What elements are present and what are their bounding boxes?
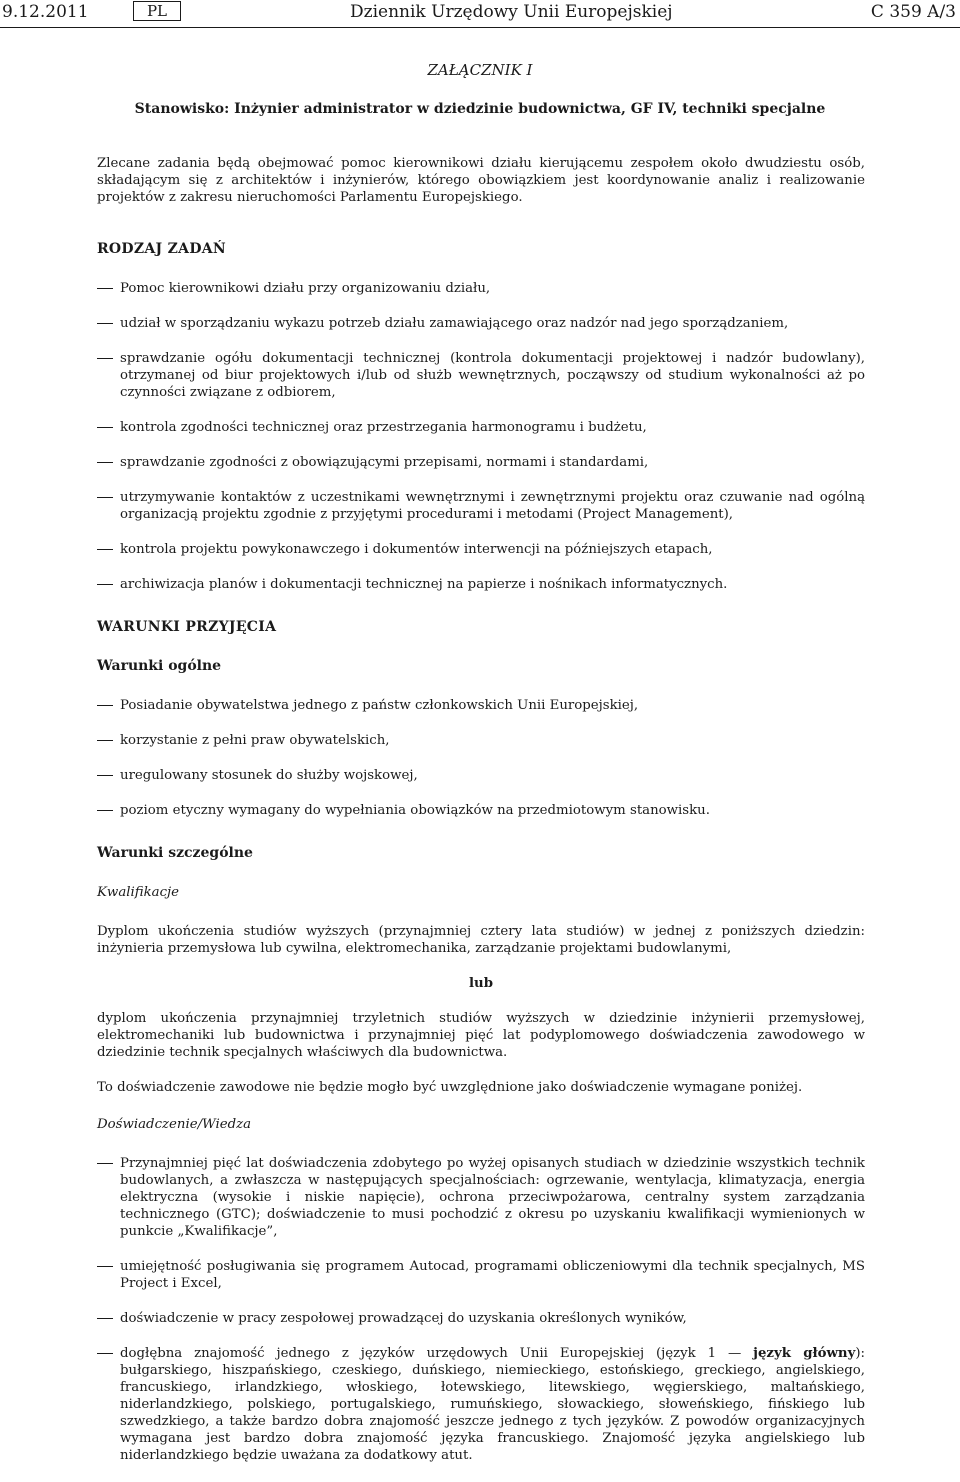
list-item: Posiadanie obywatelstwa jednego z państw członkowskich Unii Europejskiej, [97,697,865,714]
conditions-heading: WARUNKI PRZYJĘCIA [97,619,277,635]
dash-bullet [97,462,113,463]
dash-bullet [97,323,113,324]
general-conditions-list [97,697,865,819]
list-item: poziom etyczny wymagany do wypełniania obowiązków na przedmiotowym stanowisku. [97,802,865,819]
dash-bullet [97,1318,113,1319]
page-header [0,0,960,28]
document-body [97,155,865,1482]
list-item: utrzymywanie kontaktów z uczestnikami wewnętrznymi i zewnętrznymi projektu oraz czuwanie nad ogólną organizacją projektu zgodnie z przyjętymi procedurami i metodami (Project Management), [97,489,865,523]
list-item: Przynajmniej pięć lat doświadczenia zdobytego po wyżej opisanych studiach w dziedzinie wszystkich technik budowlanych, a zwłaszcza w następujących specjalnościach: ogrzewanie, wentylacja, klimatyzacja, energia elektryczna (wysokie i niskie napięcie), ochrona przeciwpożarowa, centralny system zarządzania technicznego (GTC); doświadczenie to musi pochodzić z okresu po uzyskaniu kwalifikacji wymienionych w punkcie „Kwalifikacje”, [97,1155,865,1240]
intro-paragraph: Zlecane zadania będą obejmować pomoc kierownikowi działu kierującemu zespołem około dwudziestu osób, składającym się z architektów i inżynierów, którego obowiązkiem jest koordynowanie analiz i realizowanie projektów z zakresu nieruchomości Parlamentu Europejskiego. [97,156,865,205]
list-item: archiwizacja planów i dokumentacji technicznej na papierze i nośnikach informatycznych. [97,576,865,593]
header-rule [0,27,960,28]
qualifications-paragraph-1: Dyplom ukończenia studiów wyższych (przynajmniej cztery lata studiów) w jednej z poniższych dziedzin: inżynieria przemysłowa lub cywilna, elektromechanika, zarządzanie projektami budowlanymi, [97,924,865,956]
dash-bullet [97,584,113,585]
qualifications-paragraph-2: dyplom ukończenia przynajmniej trzyletnich studiów wyższych w dziedzinie inżynierii przemysłowej, elektromechaniki lub budownictwa i przynajmniej pięć lat podyplomowego doświadczenia zawodowego w dziedzinie technik specjalnych właściwych dla budownictwa. [97,1011,865,1060]
dash-bullet [97,288,113,289]
journal-reference: C 359 A/3 [870,2,956,22]
dash-bullet [97,497,113,498]
dash-bullet [97,740,113,741]
publication-date: 9.12.2011 [2,2,89,22]
list-item: dogłębna znajomość jednego z języków urzędowych Unii Europejskiej (język 1 — język główny): bułgarskiego, hiszpańskiego, czeskiego, duńskiego, niemieckiego, estońskiego, greckiego, angielskiego, francuskiego, irlandzkiego, włoskiego, łotewskiego, litewskiego, węgierskiego, maltańskiego, niderlandzkiego, polskiego, portugalskiego, rumuńskiego, słowackiego, słoweńskiego, fińskiego lub szwedzkiego, a także bardzo dobra znajomość jeszcze jednego z tych języków. Z powodów organizacyjnych wymagana jest bardzo dobra znajomość języka francuskiego. Znajomość języka angielskiego lub niderlandzkiego będzie uważana za dodatkowy atut. [97,1345,865,1464]
dash-bullet [97,1353,113,1354]
dash-bullet [97,549,113,550]
dash-bullet [97,1163,113,1164]
general-conditions-heading: Warunki ogólne [97,658,222,674]
list-item: kontrola projektu powykonawczego i dokumentów interwencji na późniejszych etapach, [97,541,865,558]
list-item: Pomoc kierownikowi działu przy organizowaniu działu, [97,280,865,297]
or-separator: lub [468,976,494,991]
list-item: udział w sporządzaniu wykazu potrzeb działu zamawiającego oraz nadzór nad jego sporządzaniem, [97,315,865,332]
post-title: Stanowisko: Inżynier administrator w dziedzinie budownictwa, GF IV, techniki specjalne [134,101,826,117]
dash-bullet [97,1266,113,1267]
list-item: kontrola zgodności technicznej oraz przestrzegania harmonogramu i budżetu, [97,419,865,436]
qualifications-paragraph-3: To doświadczenie zawodowe nie będzie mogło być uwzględnione jako doświadczenie wymagane poniżej. [97,1080,803,1095]
list-item: korzystanie z pełni praw obywatelskich, [97,732,865,749]
tasks-list [97,280,865,593]
list-item: sprawdzanie ogółu dokumentacji technicznej (kontrola dokumentacji projektowej i nadzór budowlany), otrzymanej od biur projektowych i/lub od służb wewnętrznych, począwszy od studium wykonalności aż po czynności związane z odbiorem, [97,350,865,401]
tasks-heading: RODZAJ ZADAŃ [97,241,227,257]
list-item: sprawdzanie zgodności z obowiązującymi przepisami, normami i standardami, [97,454,865,471]
list-item: uregulowany stosunek do służby wojskowej, [97,767,865,784]
main-language-term: język główny [753,1346,856,1361]
annex-title: ZAŁĄCZNIK I [427,61,533,79]
experience-heading: Doświadczenie/Wiedza [97,1117,252,1132]
dash-bullet [97,358,113,359]
journal-title: Dziennik Urzędowy Unii Europejskiej [350,2,673,22]
list-item: umiejętność posługiwania się programem Autocad, programami obliczeniowymi dla technik specjalnych, MS Project i Excel, [97,1258,865,1292]
dash-bullet [97,427,113,428]
qualifications-heading: Kwalifikacje [97,885,180,900]
language-code: PL [133,1,181,21]
list-item: doświadczenie w pracy zespołowej prowadzącej do uzyskania określonych wyników, [97,1310,865,1327]
dash-bullet [97,810,113,811]
experience-list [97,1155,865,1464]
specific-conditions-heading: Warunki szczególne [97,845,253,861]
dash-bullet [97,775,113,776]
dash-bullet [97,705,113,706]
